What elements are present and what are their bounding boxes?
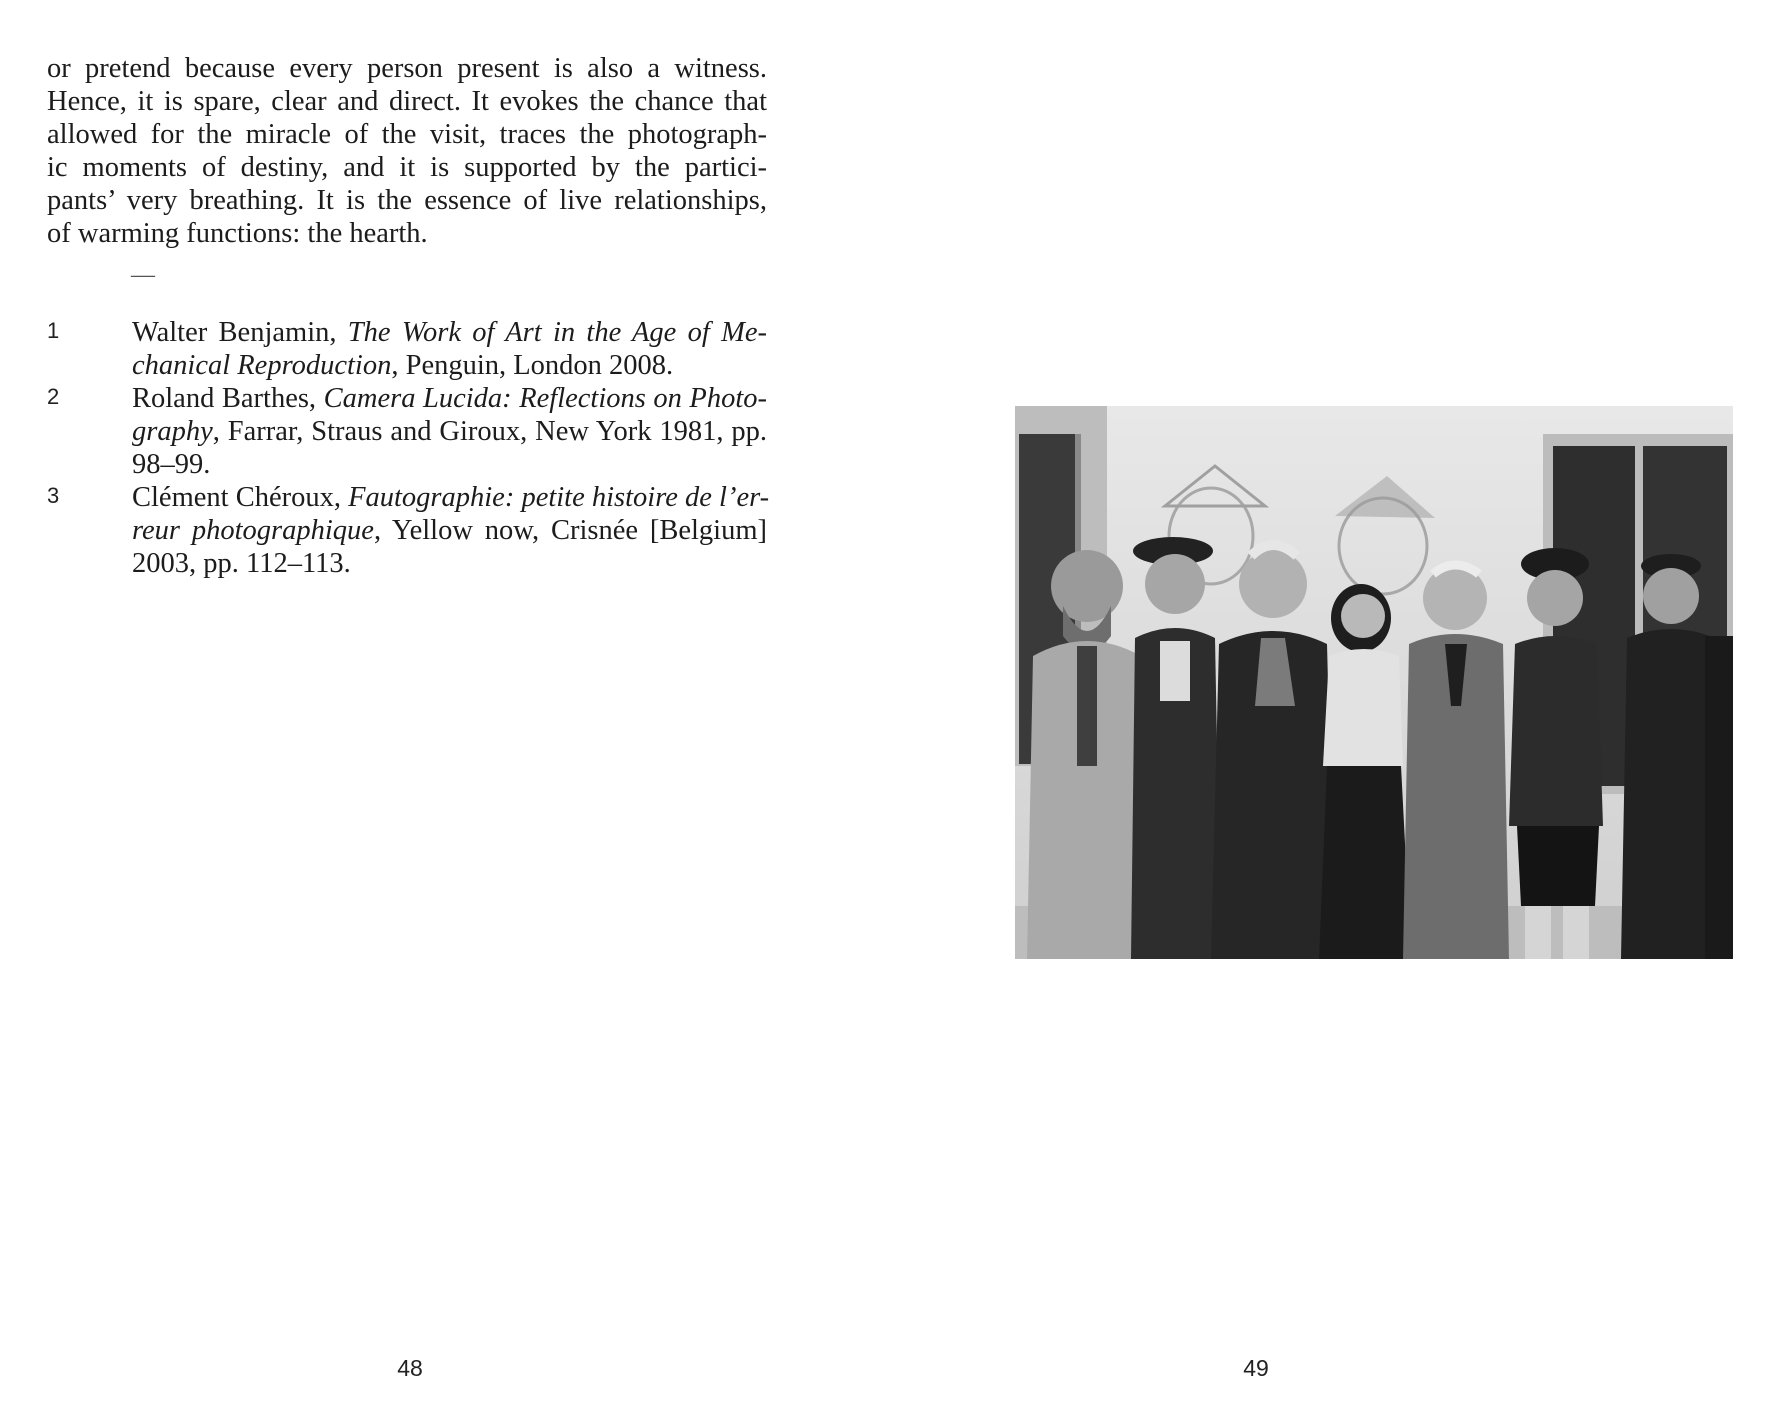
footnote-text [132, 316, 767, 382]
footnote-text [132, 481, 770, 580]
footnote [47, 382, 767, 481]
body-line: Hence, it is spare, clear and direct. It evokes the chance that [47, 86, 767, 117]
footnotes [47, 316, 770, 580]
body-line: of warming functions: the hearth. [47, 218, 428, 249]
footnote [47, 481, 770, 580]
right-page [885, 0, 1771, 1417]
photo-illustration [1015, 406, 1733, 959]
footnote-pages: 2003, pp. 112–113. [132, 548, 351, 579]
body-line: ic moments of destiny, and it is supported by the partici- [47, 152, 767, 183]
footnote-pages: 98–99. [132, 449, 211, 480]
left-page [0, 0, 885, 1417]
footnote-author: Walter Benjamin, [132, 317, 348, 348]
footnote-title: chanical Reproduction [132, 350, 392, 381]
footnote-author: Roland Barthes, [132, 383, 324, 414]
footnote-number: 2 [47, 384, 60, 409]
footnote-title: reur photographique [132, 515, 374, 546]
page-number: 48 [397, 1355, 423, 1381]
footnote [47, 316, 767, 382]
body-paragraph [47, 52, 767, 250]
group-photograph [1015, 406, 1733, 959]
footnote-text [132, 382, 767, 481]
footnote-publication: , Farrar, Straus and Giroux, New York 1981, pp. [212, 416, 767, 447]
footnote-title: The Work of Art in the Age of Me- [347, 317, 767, 348]
page-number: 49 [1243, 1355, 1269, 1381]
footnote-title: graphy [132, 416, 213, 447]
body-line: or pretend because every person present is also a witness. [47, 53, 767, 84]
footnote-title: Camera Lucida: Reflections on Photo- [323, 383, 768, 414]
section-separator: — [131, 262, 155, 288]
footnote-number: 1 [47, 318, 60, 343]
footnote-title: Fautographie: petite histoire de l’er- [348, 482, 770, 513]
footnote-publication: , Yellow now, Crisnée [Belgium] [373, 515, 767, 546]
footnote-publication: , Penguin, London 2008. [391, 350, 674, 381]
footnote-author: Clément Chéroux, [132, 482, 349, 513]
body-line: allowed for the miracle of the visit, traces the photograph- [47, 119, 767, 150]
body-line: pants’ very breathing. It is the essence of live relationships, [47, 185, 767, 216]
footnote-number: 3 [47, 483, 60, 508]
